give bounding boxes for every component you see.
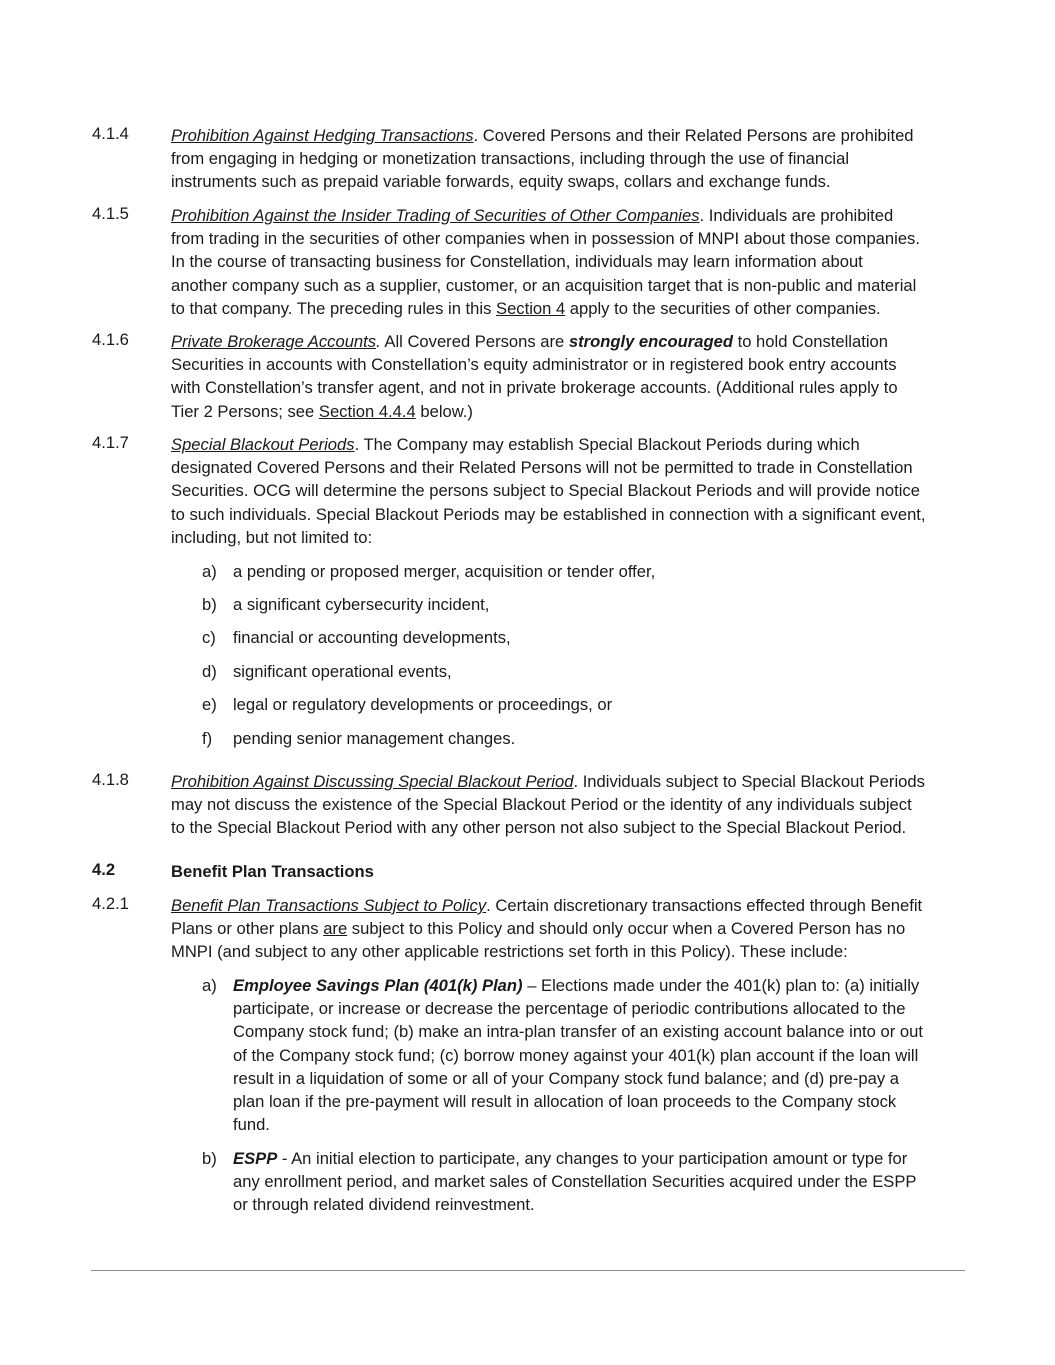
section-number: 4.1.5 (92, 204, 129, 223)
section-title: Special Blackout Periods (171, 435, 355, 454)
section-4-4-4-reference-link[interactable]: Section 4.4.4 (318, 401, 416, 421)
section-number: 4.1.8 (92, 770, 129, 789)
section-heading: Benefit Plan Transactions (171, 862, 374, 881)
footer-divider (91, 1270, 965, 1271)
section-title: Private Brokerage Accounts (171, 332, 377, 351)
item-label: Employee Savings Plan (401(k) Plan) (233, 976, 523, 995)
section-title: Prohibition Against Discussing Special Blackout Period (171, 772, 574, 791)
section-title: Benefit Plan Transactions Subject to Policy (171, 896, 487, 915)
section-number: 4.1.4 (92, 124, 129, 143)
section-title: Prohibition Against the Insider Trading of Securities of Other Companies (171, 206, 700, 225)
section-number: 4.2 (92, 860, 116, 879)
item-label: ESPP (233, 1149, 278, 1168)
section-number: 4.1.6 (92, 330, 129, 349)
section-number: 4.2.1 (92, 894, 129, 913)
section-title: Prohibition Against Hedging Transactions (171, 126, 474, 145)
section-number: 4.1.7 (92, 433, 129, 452)
emphasis-text: strongly encouraged (568, 332, 733, 351)
section-4-reference-link[interactable]: Section 4 (496, 298, 566, 318)
document-page: 4.1.4 Prohibition Against Hedging Transactions. Covered Persons and their Related Persons are prohibited from engaging in hedging or monetization transactions, including through the use of financial instruments such as prepaid variable forwards, equity swaps, collars and exchange funds. 4.1.5 Prohibition Against the Insider Trading of Securities of Other Companies. Individuals are prohibited from trading in the securities of other companies when in possession of MNPI about those companies. In the course of transacting business for Constellation, individuals may learn information about another company such as a supplier, customer, or an acquisition target that is non-public and material to that company. The preceding rules in this Section 4 apply to the securities of other companies. 4.1.6 Private Brokerage Accounts. All Covered Persons are strongly encouraged to hold Constellation Securities in accounts with Constellation’s equity administrator or in registered book entry accounts with Constellation’s transfer agent, and not in private brokerage accounts. (Additional rules apply to Tier 2 Persons; see Section 4.4.4 below.) 4.1.7 Special Blackout Periods. The Company may establish Special Blackout Periods during which designated Covered Persons and their Related Persons will not be permitted to trade in Constellation Securities. OCG will determine the persons subject to Special Blackout Periods and will provide notice to such individuals. Special Blackout Periods may be established in connection with a significant event, including, but not limited to: a) a pending or proposed merger, acquisition or tender offer, b) a significant cybersecurity incident, c) financial or accounting developments, d) significant operational events, e) legal or regulatory developments or proceedings, or f) pending senior management changes. 4.1.8 Prohibition Against Discussing Special Blackout Period. Individuals subject to Special Blackout Periods may not discuss the existence of the Special Blackout Period or the identity of any individuals subject to the Special Blackout Period with any other person not also subject to the Special Blackout Period. 4.2 Benefit Plan Transactions 4.2.1 Benefit Plan Transactions Subject to Policy. Certain discretionary transactions effected through Benefit Plans or other plans are subject to this Policy and should only occur when a Covered Person has no MNPI (and subject to any other applicable restrictions set forth in this Policy). These include: a) Employee Savings Plan (401(k) Plan) – Elections made under the 401(k) plan to: (a) initially participate, or increase or decrease the percentage of periodic contributions allocated to the Company stock fund; (b) make an intra-plan transfer of an existing account balance into or out of the Company stock fund; (c) borrow money against your 401(k) plan account if the loan will result in a liquidation of some or all of your Company stock fund balance; and (d) pre-pay a plan loan if the pre-payment will result in allocation of loan proceeds to the Company stock fund. b) ESPP - An initial election to participate, any changes to your participation amount or type for any enrollment period, and market sales of Constellation Securities acquired under the ESPP or through related dividend reinvestment. (0, 0, 1055, 1365)
